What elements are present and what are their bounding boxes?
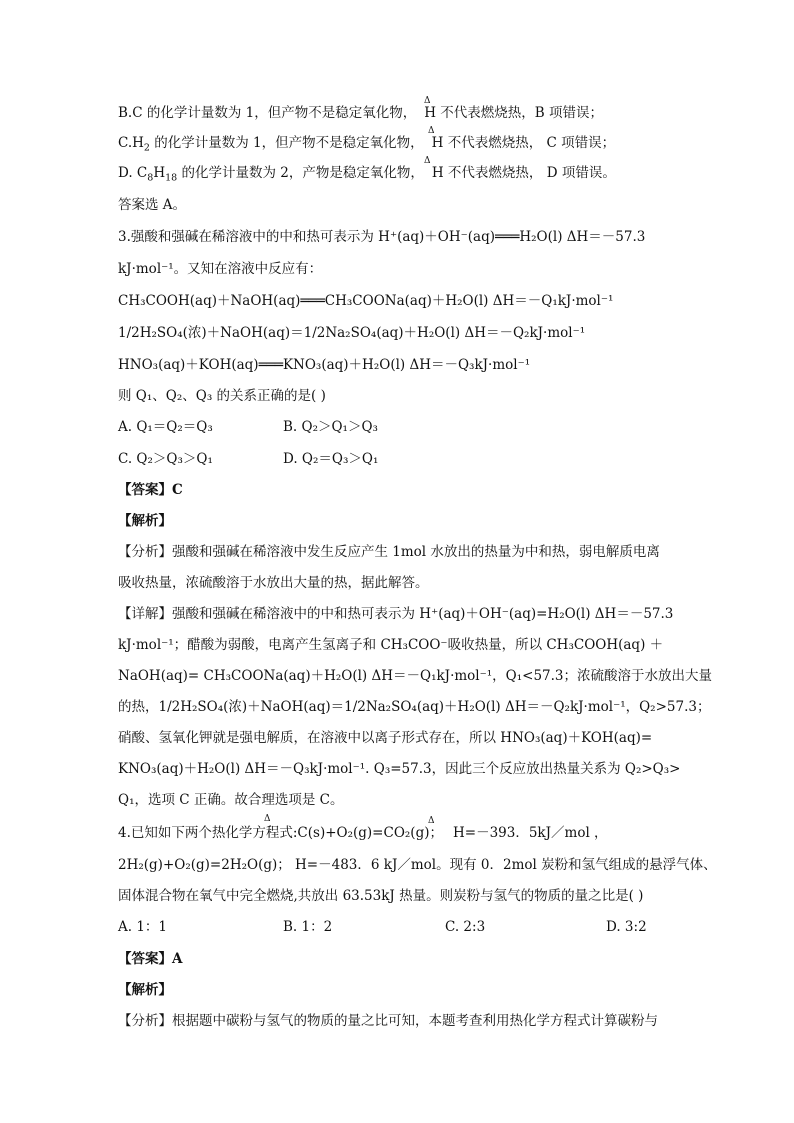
q3-option-c: C. Q₂＞Q₃＞Q₁ — [118, 451, 213, 467]
analysis-option-b — [118, 104, 603, 122]
q4-fenxi-line: 【分析】根据题中碳粉与氢气的物质的量之比可知，本题考查利用热化学方程式计算碳粉与 — [118, 1013, 658, 1029]
delta-mark-d: Δ — [424, 156, 431, 166]
analysis-c-mid: 的化学计量数为 1，但产物不是稳定氧化物， — [149, 135, 424, 151]
q2-answer-line: 答案选 A。 — [118, 197, 187, 213]
delta-mark-q4-a: Δ — [264, 814, 271, 824]
analysis-option-c — [118, 134, 615, 152]
q4-option-a: A. 1：1 — [118, 919, 168, 935]
q3-xiangjie-line-3: NaOH(aq)= CH₃COONa(aq)＋H₂O(l) ΔH＝－Q₁kJ·mol⁻¹，Q₁<57.3；浓硫酸溶于水放出大量 — [118, 668, 713, 684]
q3-xiangjie-line-4: 的热，1/2H₂SO₄(浓)＋NaOH(aq)＝1/2Na₂SO₄(aq)＋H₂O(l) ΔH＝－Q₂kJ·mol⁻¹，Q₂>57.3； — [118, 699, 711, 715]
q3-fenxi-line-1: 【分析】强酸和强碱在稀溶液中发生反应产生 1mol 水放出的热量为中和热，弱电解质电离 — [118, 544, 660, 560]
analysis-d-mid: 的化学计量数为 2，产物是稳定氧化物， — [177, 165, 424, 181]
delta-mark-c: Δ — [428, 126, 435, 136]
q4-jiexi-heading: 【解析】 — [118, 982, 172, 998]
analysis-d-sub2: 18 — [165, 172, 178, 184]
q4-option-b: B. 1：2 — [283, 919, 333, 935]
q3-equation-3: HNO₃(aq)＋KOH(aq)═══KNO₃(aq)＋H₂O(l) ΔH＝－Q₃kJ·mol⁻¹ — [118, 357, 531, 373]
q3-option-a: A. Q₁＝Q₂＝Q₃ — [118, 419, 213, 435]
analysis-d-tail: H 不代表燃烧热， D 项错误。 — [431, 165, 616, 181]
q3-equation-1: CH₃COOH(aq)＋NaOH(aq)═══CH₃COONa(aq)＋H₂O(l) ΔH＝－Q₁kJ·mol⁻¹ — [118, 293, 614, 309]
q3-stem-line-2: kJ·mol⁻¹。又知在溶液中反应有： — [118, 261, 323, 277]
q3-xiangjie-line-7: Q₁，选项 C 正确。故合理选项是 C。 — [118, 792, 344, 808]
analysis-c-sub: 2 — [143, 142, 150, 154]
q4-answer: 【答案】A — [118, 951, 183, 967]
q3-option-b: B. Q₂＞Q₁＞Q₃ — [283, 419, 378, 435]
analysis-d-pre: D. C — [118, 165, 148, 181]
analysis-c-tail: H 不代表燃烧热， C 项错误； — [431, 135, 616, 151]
q3-fenxi-line-2: 吸收热量，浓硫酸溶于水放出大量的热，据此解答。 — [118, 575, 429, 591]
analysis-d-sub1: 8 — [147, 172, 154, 184]
q4-option-c: C. 2:3 — [445, 919, 486, 935]
q3-option-d: D. Q₂＝Q₃＞Q₁ — [283, 451, 379, 467]
analysis-b-tail: H 不代表燃烧热，B 项错误； — [424, 105, 603, 121]
q3-xiangjie-line-6: KNO₃(aq)＋H₂O(l) ΔH＝－Q₃kJ·mol⁻¹. Q₃=57.3，因此三个反应放出热量关系为 Q₂>Q₃> — [118, 761, 681, 777]
delta-mark-b: Δ — [424, 96, 431, 106]
q3-jiexi-heading: 【解析】 — [118, 513, 172, 529]
q3-answer: 【答案】C — [118, 482, 183, 498]
q4-stem-line-3: 固体混合物在氧气中完全燃烧,共放出 63.53kJ 热量。则炭粉与氢气的物质的量之比是( ) — [118, 888, 644, 904]
delta-mark-q4-b: Δ — [428, 816, 435, 826]
q4-stem-1a: 4.已知如下两个热化学方程式:C(s)+O₂(g)=CO₂(g)； — [118, 825, 443, 841]
q3-stem-line-1: 3.强酸和强碱在稀溶液中的中和热可表示为 H⁺(aq)＋OH⁻(aq)═══H₂O(l) ΔH＝－57.3 — [118, 229, 646, 245]
q3-xiangjie-line-2: kJ·mol⁻¹；醋酸为弱酸，电离产生氢离子和 CH₃COO⁻吸收热量，所以 CH₃COOH(aq) ＋ — [118, 637, 664, 653]
analysis-b-text: B.C 的化学计量数为 1，但产物不是稳定氧化物， — [118, 105, 417, 121]
q3-equation-2: 1/2H₂SO₄(浓)＋NaOH(aq)＝1/2Na₂SO₄(aq)＋H₂O(l) ΔH＝－Q₂kJ·mol⁻¹ — [118, 325, 586, 341]
q4-stem-1b: H=－393．5kJ／mol ， — [452, 825, 608, 841]
analysis-option-d — [118, 164, 616, 182]
q4-stem-line-1 — [118, 824, 608, 842]
q3-question: 则 Q₁、Q₂、Q₃ 的关系正确的是( ) — [118, 388, 326, 404]
analysis-c-pre: C.H — [118, 135, 144, 151]
analysis-d-h: H — [153, 165, 166, 181]
q3-xiangjie-line-1: 【详解】强酸和强碱在稀溶液中的中和热可表示为 H⁺(aq)＋OH⁻(aq)=H₂O(l) ΔH＝－57.3 — [118, 606, 674, 622]
q3-xiangjie-line-5: 硝酸、氢氧化钾就是强电解质，在溶液中以离子形式存在，所以 HNO₃(aq)＋KOH(aq)= — [118, 730, 653, 746]
q4-option-d: D. 3:2 — [606, 919, 647, 935]
q4-stem-line-2: 2H₂(g)+O₂(g)=2H₂O(g)； H=－483．6 kJ／mol。现有 0．2mol 炭粉和氢气组成的悬浮气体、 — [118, 857, 717, 873]
